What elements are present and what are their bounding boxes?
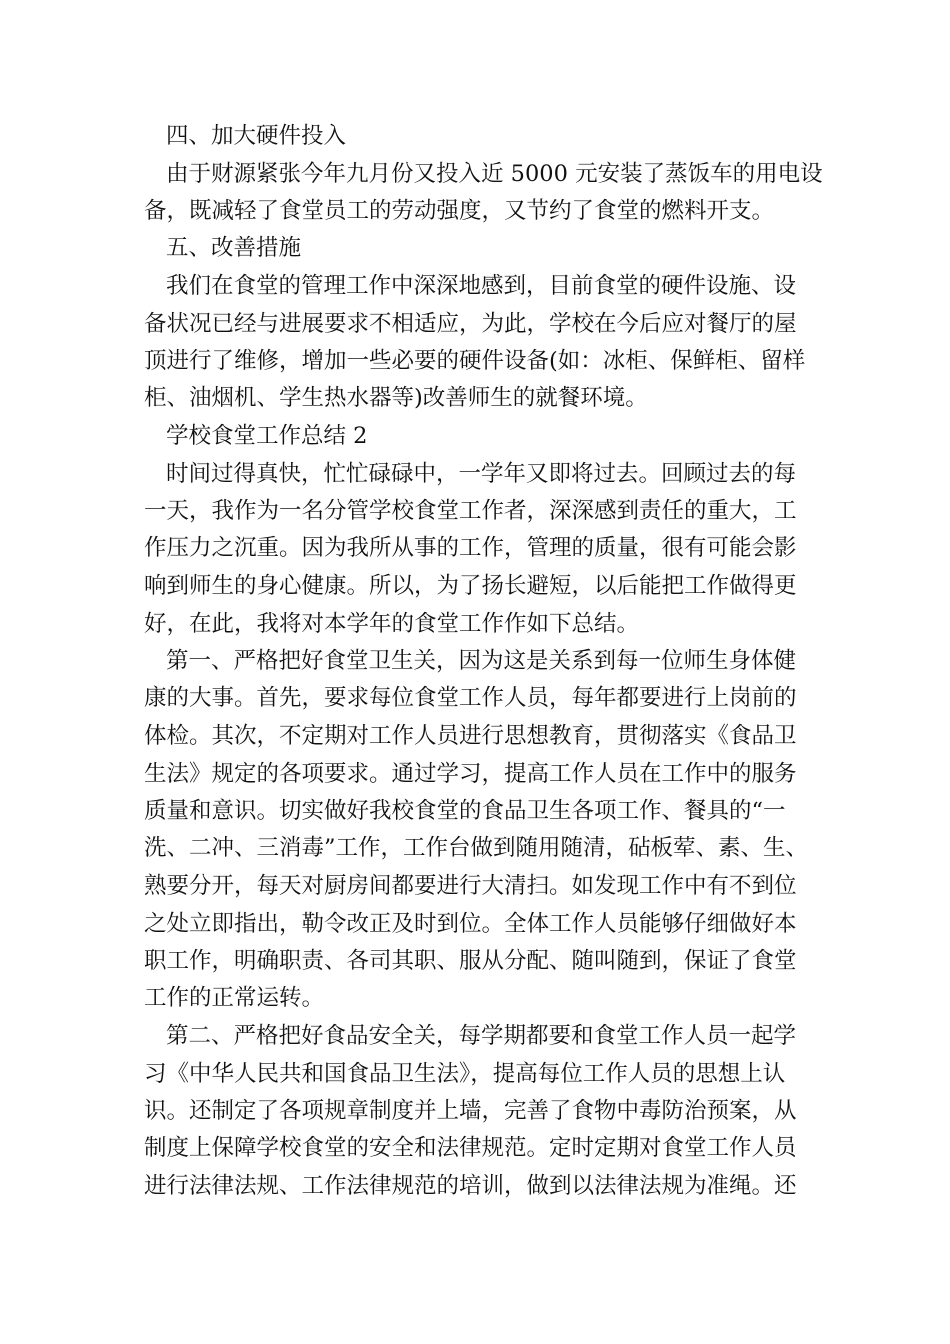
section-heading-improvement: 五、改善措施	[166, 235, 302, 261]
paragraph-line: 我们在食堂的管理工作中深深地感到，目前食堂的硬件设施、设	[166, 273, 797, 299]
section-heading-hardware: 四、加大硬件投入	[166, 123, 347, 149]
paragraph-line: 一天，我作为一名分管学校食堂工作者，深深感到责任的重大，工	[144, 498, 797, 524]
paragraph-line: 工作的正常运转。	[144, 985, 325, 1011]
paragraph-line: 备，既减轻了食堂员工的劳动强度，又节约了食堂的燃料开支。	[144, 198, 775, 224]
paragraph-line: 响到师生的身心健康。所以，为了扬长避短，以后能把工作做得更	[144, 573, 797, 599]
paragraph-line: 由于财源紧张今年九月份又投入近 5000 元安装了蒸饭车的用电设	[166, 161, 823, 187]
paragraph-line: 进行法律法规、工作法律规范的培训，做到以法律法规为准绳。还	[144, 1173, 797, 1199]
paragraph-line: 生法》规定的各项要求。通过学习，提高工作人员在工作中的服务	[144, 761, 797, 787]
paragraph-line: 熟要分开，每天对厨房间都要进行大清扫。如发现工作中有不到位	[144, 873, 797, 899]
paragraph-line: 之处立即指出，勒令改正及时到位。全体工作人员能够仔细做好本	[144, 911, 797, 937]
paragraph-line: 备状况已经与进展要求不相适应，为此，学校在今后应对餐厅的屋	[144, 311, 797, 337]
paragraph-line: 第一、严格把好食堂卫生关，因为这是关系到每一位师生身体健	[166, 648, 797, 674]
paragraph-line: 体检。其次，不定期对工作人员进行思想教育，贯彻落实《食品卫	[144, 723, 797, 749]
paragraph-line: 顶进行了维修，增加一些必要的硬件设备(如：冰柜、保鲜柜、留样	[144, 348, 806, 374]
paragraph-line: 质量和意识。切实做好我校食堂的食品卫生各项工作、餐具的“一	[144, 798, 786, 824]
paragraph-line: 作压力之沉重。因为我所从事的工作，管理的质量，很有可能会影	[144, 535, 797, 561]
paragraph-line: 柜、油烟机、学生热水器等)改善师生的就餐环境。	[144, 385, 648, 411]
paragraph-line: 职工作，明确职责、各司其职、服从分配、随叫随到，保证了食堂	[144, 948, 797, 974]
paragraph-line: 康的大事。首先，要求每位食堂工作人员，每年都要进行上岗前的	[144, 685, 797, 711]
paragraph-line: 时间过得真快，忙忙碌碌中，一学年又即将过去。回顾过去的每	[166, 461, 797, 487]
paragraph-line: 第二、严格把好食品安全关，每学期都要和食堂工作人员一起学	[166, 1023, 797, 1049]
paragraph-line: 识。还制定了各项规章制度并上墙，完善了食物中毒防治预案，从	[144, 1098, 797, 1124]
paragraph-line: 制度上保障学校食堂的安全和法律规范。定时定期对食堂工作人员	[144, 1135, 797, 1161]
paragraph-line: 洗、二冲、三消毒”工作，工作台做到随用随清，砧板荤、素、生、	[144, 835, 809, 861]
paragraph-line: 好，在此，我将对本学年的食堂工作作如下总结。	[144, 611, 640, 637]
paragraph-line: 习《中华人民共和国食品卫生法》，提高每位工作人员的思想上认	[144, 1061, 786, 1087]
document-title: 学校食堂工作总结 2	[166, 423, 368, 449]
